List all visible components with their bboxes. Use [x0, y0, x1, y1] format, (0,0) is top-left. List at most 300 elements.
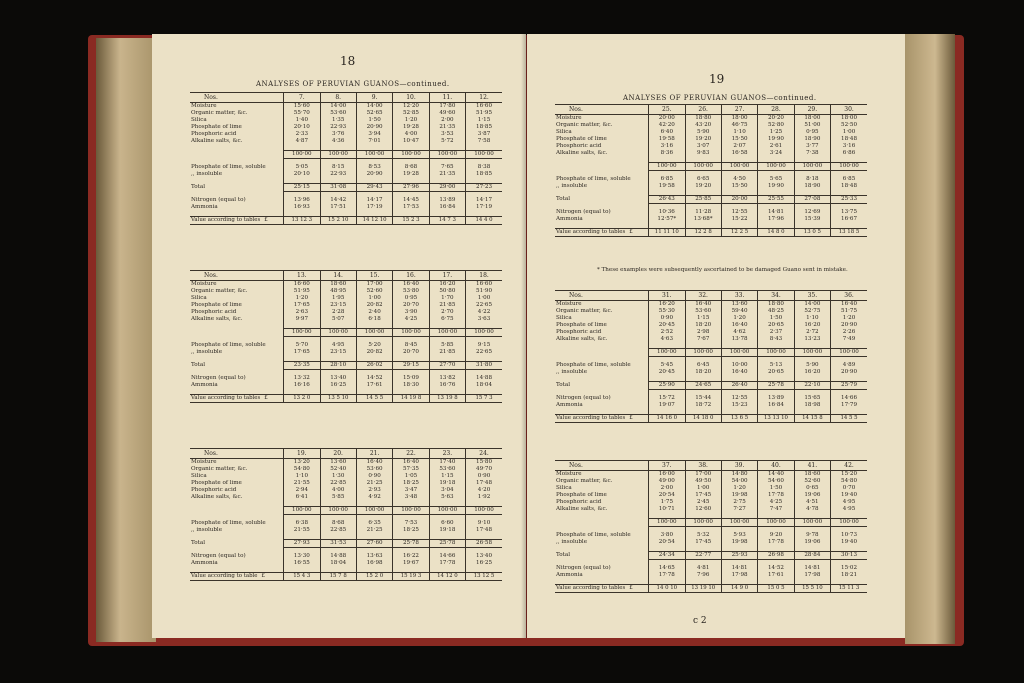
table-cell: 15·80 — [466, 459, 502, 467]
table-cell: 4·81 — [685, 565, 721, 572]
value-row-label — [555, 415, 649, 423]
table-cell: 21·25 — [356, 527, 392, 534]
table-cell: 16·22 — [393, 553, 429, 560]
table-cell: 8·45 — [393, 342, 429, 349]
table-cell: 3·94 — [356, 131, 392, 138]
table-cell: 16·40 — [393, 281, 429, 289]
row-label: Alkaline salts, &c. — [190, 316, 284, 323]
table-cell: 4·95 — [320, 342, 356, 349]
table-cell: 4·25 — [393, 316, 429, 323]
table-cell: 0·90 — [356, 473, 392, 480]
table-cell: 100·00 — [284, 329, 320, 337]
row-label: Phosphate of lime — [555, 136, 649, 143]
table-cell: 100·00 — [284, 507, 320, 515]
table-cell: 2·00 — [429, 117, 465, 124]
value-cell: 14 8 0 — [758, 229, 794, 237]
table-row — [555, 308, 867, 315]
table-cell: 20·20 — [758, 115, 794, 123]
table-cell: 25·79 — [831, 382, 867, 390]
table-cell: 1·10 — [721, 129, 757, 136]
table-cell: 19·28 — [393, 124, 429, 131]
value-row-label — [190, 573, 284, 581]
table-cell: 52·75 — [794, 308, 830, 315]
row-label — [555, 519, 649, 527]
table-row — [555, 519, 867, 527]
analysis-table — [555, 104, 867, 237]
table-cell: 51·75 — [831, 308, 867, 315]
column-header: 16. — [393, 271, 429, 281]
table-cell: 1·00 — [356, 295, 392, 302]
table-cell: 27·70 — [429, 362, 465, 370]
table-cell: 19·67 — [393, 560, 429, 567]
table-cell: 18·80 — [758, 301, 794, 309]
table-cell: 16·60 — [466, 103, 502, 111]
column-header-label: Nos. — [190, 449, 284, 459]
row-label: Moisture — [190, 459, 284, 467]
table-cell: 16·25 — [466, 560, 502, 567]
table-cell: 18·00 — [721, 115, 757, 123]
table-cell: 18·60 — [794, 471, 830, 479]
table-cell: 19·06 — [794, 492, 830, 499]
table-cell: 2·40 — [356, 309, 392, 316]
table-cell: 17·61 — [758, 572, 794, 579]
table-cell: 20·65 — [758, 369, 794, 376]
table-cell: 3·63 — [466, 316, 502, 323]
table-row — [555, 369, 867, 376]
table-cell: 8·53 — [356, 164, 392, 171]
table-cell: 20·54 — [649, 492, 685, 499]
row-label: Total — [555, 552, 649, 560]
row-label: Ammonia — [190, 204, 284, 211]
table-row — [190, 110, 502, 117]
table-cell: 19·28 — [393, 171, 429, 178]
table-row — [190, 382, 502, 389]
table-cell: 15·20 — [831, 471, 867, 479]
table-cell: 100·00 — [429, 329, 465, 337]
table-cell: 6·18 — [356, 316, 392, 323]
value-cell: 13 5 10 — [320, 395, 356, 403]
table-cell: 1·20 — [831, 315, 867, 322]
table-cell: 14·52 — [356, 375, 392, 382]
table-cell: 59·40 — [721, 308, 757, 315]
table-cell: 17·00 — [356, 281, 392, 289]
table-cell: 0·95 — [393, 295, 429, 302]
table-cell: 28·84 — [794, 552, 830, 560]
table-cell: 5·13 — [758, 362, 794, 369]
table-cell: 22·65 — [466, 349, 502, 356]
table-row — [190, 164, 502, 171]
table-cell: 17·79 — [831, 402, 867, 409]
table-cell: 13·75 — [831, 209, 867, 216]
table-cell: 1·00 — [831, 129, 867, 136]
table-cell: 16·93 — [284, 204, 320, 211]
table-cell: 16·20 — [429, 281, 465, 289]
table-cell: 100·00 — [320, 507, 356, 515]
table-cell: 0·70 — [831, 485, 867, 492]
column-header-label: Nos. — [555, 461, 649, 471]
table-cell: 20·90 — [831, 322, 867, 329]
table-cell: 10·36 — [649, 209, 685, 216]
table-cell: 42·20 — [649, 122, 685, 129]
table-cell: 31·80 — [466, 362, 502, 370]
value-cell: 15 0 5 — [758, 585, 794, 593]
table-cell: 18·00 — [831, 115, 867, 123]
table-row — [190, 197, 502, 204]
row-label: Ammonia — [555, 572, 649, 579]
value-cell: 13 18 5 — [831, 229, 867, 237]
value-cell: 12 2 5 — [721, 229, 757, 237]
table-cell: 27·96 — [393, 184, 429, 192]
table-row — [555, 209, 867, 216]
table-cell: 14·52 — [758, 565, 794, 572]
row-label: Nitrogen (equal to) — [555, 395, 649, 402]
value-cell: 15 2 10 — [320, 217, 356, 225]
row-label: Total — [190, 540, 284, 548]
table-cell: 4·51 — [794, 499, 830, 506]
table-cell: 23·15 — [320, 349, 356, 356]
table-cell: 4·92 — [356, 494, 392, 501]
column-header: 26. — [685, 105, 721, 115]
table-cell: 5·70 — [284, 342, 320, 349]
table-cell: 2·70 — [429, 309, 465, 316]
table-cell: 20·70 — [393, 349, 429, 356]
table-cell: 17·48 — [466, 480, 502, 487]
table-cell: 16·40 — [721, 322, 757, 329]
table-cell: 2·94 — [284, 487, 320, 494]
analysis-table — [190, 270, 502, 403]
table-cell: 8·38 — [466, 164, 502, 171]
table-row — [555, 322, 867, 329]
table-cell: 100·00 — [649, 519, 685, 527]
value-label-text: Value according to tables — [556, 585, 626, 591]
table-cell: 20·90 — [356, 171, 392, 178]
table-cell: 20·10 — [284, 124, 320, 131]
column-header: 18. — [466, 271, 502, 281]
table-row — [555, 176, 867, 183]
table-cell: 5·72 — [429, 138, 465, 145]
table-cell: 49·50 — [685, 478, 721, 485]
column-header: 32. — [685, 291, 721, 301]
row-label: Phosphoric acid — [190, 487, 284, 494]
table-cell: 26·02 — [356, 362, 392, 370]
value-cell: 14 15 8 — [794, 415, 830, 423]
table-cell: 2·37 — [758, 329, 794, 336]
table-cell: 7·47 — [758, 506, 794, 513]
table-row — [190, 560, 502, 567]
table-cell: 3·47 — [393, 487, 429, 494]
row-label: Nitrogen (equal to) — [190, 553, 284, 560]
column-header: 40. — [758, 461, 794, 471]
column-header: 19. — [284, 449, 320, 459]
currency-symbol: £ — [629, 229, 633, 235]
table-cell: 1·30 — [320, 473, 356, 480]
row-label: Silica — [190, 473, 284, 480]
table-cell: 13·96 — [284, 197, 320, 204]
table-cell: 8·43 — [758, 336, 794, 343]
table-row — [555, 565, 867, 572]
value-cell: 14 9 0 — [721, 585, 757, 593]
table-cell: 3·48 — [393, 494, 429, 501]
table-cell: 1·00 — [685, 485, 721, 492]
table-cell: 43·20 — [685, 122, 721, 129]
row-label: Alkaline salts, &c. — [190, 138, 284, 145]
table-row — [555, 539, 867, 546]
table-cell: 15·39 — [794, 216, 830, 223]
table-row — [555, 402, 867, 409]
row-label: Moisture — [555, 471, 649, 479]
column-header: 34. — [758, 291, 794, 301]
table-cell: 22·93 — [320, 124, 356, 131]
table-cell: 100·00 — [466, 151, 502, 159]
table-row — [555, 478, 867, 485]
table-cell: 17·40 — [429, 459, 465, 467]
table-cell: 0·90 — [649, 315, 685, 322]
table-cell: 100·00 — [356, 329, 392, 337]
row-label: Ammonia — [555, 216, 649, 223]
table-cell: 16·40 — [356, 459, 392, 467]
row-label: Phosphate of lime, soluble — [190, 520, 284, 527]
table-cell: 17·65 — [284, 302, 320, 309]
table-cell: 3·04 — [429, 487, 465, 494]
table-cell: 0·95 — [794, 129, 830, 136]
table-cell: 17·78 — [758, 492, 794, 499]
row-label: Phosphate of lime, soluble — [555, 176, 649, 183]
table-row — [190, 375, 502, 382]
value-cell: 12 2 8 — [685, 229, 721, 237]
table-cell: 1·20 — [721, 485, 757, 492]
table-row — [555, 395, 867, 402]
row-label: Phosphoric acid — [555, 499, 649, 506]
row-label: Phosphoric acid — [555, 143, 649, 150]
table-row — [190, 520, 502, 527]
table-row — [190, 131, 502, 138]
value-cell: 13 19 10 — [685, 585, 721, 593]
table-row — [555, 499, 867, 506]
page-number: 18 — [340, 54, 356, 68]
table-cell: 17·19 — [356, 204, 392, 211]
table-cell: 3·16 — [831, 143, 867, 150]
table-cell: 18·00 — [794, 115, 830, 123]
table-cell: 0·65 — [794, 485, 830, 492]
table-cell: 21·85 — [429, 349, 465, 356]
table-cell: 7·58 — [466, 138, 502, 145]
table-cell: 5·93 — [721, 532, 757, 539]
table-cell: 19·07 — [649, 402, 685, 409]
table-cell: 14·81 — [758, 209, 794, 216]
table-cell: 9·78 — [794, 532, 830, 539]
table-row — [190, 281, 502, 289]
row-label: Phosphate of lime — [555, 492, 649, 499]
table-cell: 13·68* — [685, 216, 721, 223]
table-cell: 100·00 — [721, 519, 757, 527]
value-cell: 11 11 10 — [649, 229, 685, 237]
table-cell: 17·00 — [685, 471, 721, 479]
column-header: 17. — [429, 271, 465, 281]
column-header: 15. — [356, 271, 392, 281]
table-cell: 27·23 — [466, 184, 502, 192]
table-cell: 19·90 — [758, 183, 794, 190]
table-row — [190, 342, 502, 349]
table-cell: 14·66 — [831, 395, 867, 402]
value-row — [555, 229, 867, 237]
table-cell: 15·50 — [721, 136, 757, 143]
table-cell: 23·35 — [284, 362, 320, 370]
row-label: Total — [555, 382, 649, 390]
column-header: 7. — [284, 93, 320, 103]
table-cell: 18·25 — [393, 527, 429, 534]
row-label: Organic matter, &c. — [555, 478, 649, 485]
table-cell: 17·61 — [356, 382, 392, 389]
left-page — [152, 34, 526, 638]
column-header: 21. — [356, 449, 392, 459]
table-cell: 14·88 — [320, 553, 356, 560]
table-cell: 49·70 — [466, 466, 502, 473]
table-cell: 17·96 — [758, 216, 794, 223]
table-cell: 54·60 — [758, 478, 794, 485]
table-cell: 13·60 — [721, 301, 757, 309]
table-cell: 0·90 — [466, 473, 502, 480]
table-cell: 49·60 — [429, 110, 465, 117]
column-header: 20. — [320, 449, 356, 459]
table-cell: 14·00 — [356, 103, 392, 111]
value-cell: 15 5 10 — [794, 585, 830, 593]
table-cell: 1·95 — [320, 295, 356, 302]
table-cell: 2·26 — [831, 329, 867, 336]
row-label: Alkaline salts, &c. — [555, 336, 649, 343]
value-cell: 14 5 5 — [356, 395, 392, 403]
table-cell: 1·10 — [794, 315, 830, 322]
table-cell: 100·00 — [721, 349, 757, 357]
table-cell: 1·15 — [466, 117, 502, 124]
table-cell: 16·25 — [320, 382, 356, 389]
column-header: 30. — [831, 105, 867, 115]
currency-symbol: £ — [264, 395, 268, 401]
analysis-table — [555, 460, 867, 593]
table-cell: 4·62 — [721, 329, 757, 336]
table-cell: 16·40 — [393, 459, 429, 467]
table-row — [190, 288, 502, 295]
table-cell: 7·65 — [429, 164, 465, 171]
table-cell: 13·82 — [429, 375, 465, 382]
table-cell: 18·25 — [393, 480, 429, 487]
table-cell: 52·65 — [356, 110, 392, 117]
column-header: 27. — [721, 105, 757, 115]
table-cell: 3·16 — [649, 143, 685, 150]
signature-mark: c 2 — [693, 616, 707, 626]
table-row — [190, 487, 502, 494]
table-cell: 13·32 — [284, 375, 320, 382]
column-header: 9. — [356, 93, 392, 103]
table-row — [190, 466, 502, 473]
table-cell: 25·85 — [685, 196, 721, 204]
table-cell: 17·45 — [685, 539, 721, 546]
table-cell: 8·36 — [649, 150, 685, 157]
table-cell: 19·40 — [831, 492, 867, 499]
row-label: Phosphate of lime, soluble — [555, 362, 649, 369]
table-cell: 16·20 — [649, 301, 685, 309]
row-label: ,, insoluble — [190, 527, 284, 534]
table-row — [190, 138, 502, 145]
value-row-label — [555, 229, 649, 237]
table-cell: 4·95 — [831, 499, 867, 506]
right-page — [527, 34, 905, 638]
table-cell: 2·98 — [685, 329, 721, 336]
table-cell: 18·48 — [831, 183, 867, 190]
table-cell: 12·55 — [721, 395, 757, 402]
value-cell: 13 13 10 — [758, 415, 794, 423]
column-header-label: Nos. — [190, 93, 284, 103]
table-cell: 13·78 — [721, 336, 757, 343]
table-row — [555, 329, 867, 336]
table-cell: 10·47 — [393, 138, 429, 145]
value-row — [555, 585, 867, 593]
table-cell: 6·85 — [649, 176, 685, 183]
table-cell: 53·60 — [685, 308, 721, 315]
row-label: Moisture — [190, 281, 284, 289]
table-cell: 27·60 — [356, 540, 392, 548]
table-cell: 17·45 — [685, 492, 721, 499]
table-cell: 6·35 — [356, 520, 392, 527]
table-cell: 100·00 — [758, 163, 794, 171]
column-header: 25. — [649, 105, 685, 115]
row-label: Silica — [555, 485, 649, 492]
table-cell: 25·90 — [649, 382, 685, 390]
table-cell: 16·84 — [758, 402, 794, 409]
table-cell: 16·40 — [685, 301, 721, 309]
table-cell: 21·55 — [284, 527, 320, 534]
value-cell: 14 4 0 — [466, 217, 502, 225]
column-header: 13. — [284, 271, 320, 281]
row-label: Moisture — [190, 103, 284, 111]
column-header: 14. — [320, 271, 356, 281]
table-cell: 20·82 — [356, 302, 392, 309]
row-label: Alkaline salts, &c. — [555, 150, 649, 157]
table-cell: 22·10 — [794, 382, 830, 390]
table-row — [190, 295, 502, 302]
table-cell: 18·20 — [685, 369, 721, 376]
row-label: Nitrogen (equal to) — [190, 197, 284, 204]
table-cell: 21·35 — [429, 171, 465, 178]
table-cell: 100·00 — [466, 329, 502, 337]
table-cell: 14·40 — [758, 471, 794, 479]
table-cell: 20·00 — [649, 115, 685, 123]
row-label: Ammonia — [190, 382, 284, 389]
table-cell: 19·18 — [429, 527, 465, 534]
table-cell: 16·60 — [284, 281, 320, 289]
table-cell: 25·33 — [831, 196, 867, 204]
table-cell: 15·09 — [393, 375, 429, 382]
table-cell: 18·85 — [466, 124, 502, 131]
table-cell: 5·45 — [649, 362, 685, 369]
table-cell: 48·95 — [320, 288, 356, 295]
row-label: Total — [555, 196, 649, 204]
value-cell: 15 7 3 — [466, 395, 502, 403]
table-cell: 15·65 — [794, 395, 830, 402]
table-row — [555, 315, 867, 322]
table-cell: 5·90 — [794, 362, 830, 369]
value-row — [190, 217, 502, 225]
value-label-text: Value according to tables — [191, 217, 261, 223]
table-row — [555, 115, 867, 123]
row-label: Silica — [555, 129, 649, 136]
table-cell: 22·93 — [320, 171, 356, 178]
footnote: * These examples were subsequently ascertained to be damaged Guano sent in mistake. — [597, 267, 848, 273]
table-cell: 3·53 — [429, 131, 465, 138]
table-cell: 13·60 — [320, 459, 356, 467]
table-cell: 25·93 — [721, 552, 757, 560]
row-label: Organic matter, &c. — [555, 122, 649, 129]
row-label — [190, 329, 284, 337]
